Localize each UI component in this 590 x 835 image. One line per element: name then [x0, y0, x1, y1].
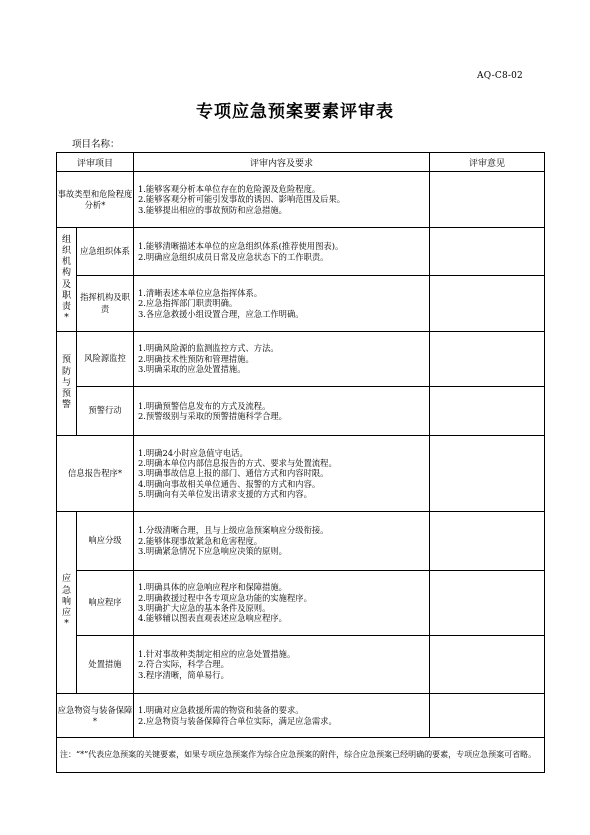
opinion-cell[interactable] [430, 636, 545, 694]
table-row [57, 276, 545, 332]
requirement-line: 3.明确扩大应急的基本条件及原则。 [138, 603, 271, 613]
requirement-line: 3.明确采取的应急处置措施。 [138, 364, 246, 375]
page-title: 专项应急预案要素评审表 [196, 102, 394, 122]
requirement-line: 3.明确事故信息上报的部门、通信方式和内容时限。 [138, 468, 329, 479]
opinion-cell[interactable] [430, 172, 545, 228]
table-row [57, 738, 545, 773]
requirement-line: 2.预警级别与采取的预警措施科学合理。 [138, 411, 287, 421]
table-row [57, 332, 545, 387]
requirements-cell [134, 512, 430, 571]
requirements-cell [134, 228, 430, 276]
opinion-cell[interactable] [430, 512, 545, 571]
section-label: 事故类型和危险程度分析* [57, 172, 134, 228]
document-code: AQ-C8-02 [477, 71, 523, 81]
requirement-line: 3.明确紧急情况下应急响应决策的原则。 [138, 546, 287, 557]
subsection-label: 响应程序 [77, 571, 134, 636]
section-label: 信息报告程序* [57, 436, 134, 512]
section-label: 应急响应* [57, 512, 77, 694]
table-row [57, 571, 545, 636]
requirement-line: 1.明确风险源的监测监控方式、方法。 [138, 343, 279, 354]
table-row [57, 436, 545, 512]
requirement-line: 2.能够体现事故紧急和危害程度。 [138, 535, 263, 546]
requirement-line: 3.能够提出相应的事故预防和应急措施。 [138, 204, 287, 215]
requirement-line: 1.清晰表述本单位应急指挥体系。 [138, 287, 263, 298]
requirement-line: 4.明确向事故相关单位通告、报警的方式和内容。 [138, 478, 321, 489]
header-opinion: 评审意见 [430, 153, 545, 172]
opinion-cell[interactable] [430, 276, 545, 332]
requirement-line: 1.明确对应急救援所需的物资和装备的要求。 [138, 705, 304, 716]
subsection-label: 指挥机构及职责 [77, 276, 134, 332]
requirement-line: 3.各应急救援小组设置合理，应急工作明确。 [138, 308, 304, 319]
requirements-cell [134, 276, 430, 332]
requirement-line: 2.应急指挥部门职责明确。 [138, 298, 238, 309]
requirements-cell [134, 571, 430, 636]
requirement-line: 1.明确预警信息发布的方式及流程。 [138, 400, 271, 411]
section-label: 组织机构及职责* [57, 228, 77, 332]
subsection-label: 响应分级 [77, 512, 134, 571]
requirements-cell [134, 172, 430, 228]
requirements-cell [134, 694, 430, 738]
header-item: 评审项目 [57, 153, 134, 172]
opinion-cell[interactable] [430, 332, 545, 387]
table-row [57, 228, 545, 276]
requirement-line: 1.能够清晰描述本单位的应急组织体系(推荐使用图表)。 [138, 241, 344, 252]
table-row [57, 512, 545, 571]
requirement-line: 2.能够客观分析可能引发事故的诱因、影响范围及后果。 [138, 194, 346, 205]
subsection-label: 处置措施 [77, 636, 134, 694]
table-row [57, 694, 545, 738]
requirements-cell [134, 436, 430, 512]
requirements-cell [134, 636, 430, 694]
requirement-line: 3.程序清晰，简单易行。 [138, 669, 229, 680]
requirement-line: 4.能够辅以图表直观表述应急响应程序。 [138, 613, 287, 624]
section-label: 预防与预警 [57, 332, 77, 436]
subsection-label: 风险源监控 [77, 332, 134, 387]
subsection-label: 预警行动 [77, 387, 134, 436]
opinion-cell[interactable] [430, 571, 545, 636]
table-row [57, 172, 545, 228]
table-row [57, 636, 545, 694]
opinion-cell[interactable] [430, 694, 545, 738]
project-name-label: 项目名称： [72, 139, 120, 150]
requirement-line: 2.明确救援过程中各专项应急功能的实施程序。 [138, 592, 312, 603]
review-table [56, 152, 545, 773]
subsection-label: 应急组织体系 [77, 228, 134, 276]
section-label: 应急物资与装备保障* [57, 694, 134, 738]
header-content: 评审内容及要求 [134, 153, 430, 172]
table-row [57, 387, 545, 436]
opinion-cell[interactable] [430, 228, 545, 276]
requirement-line: 1.能够客观分析本单位存在的危险源及危险程度。 [138, 183, 321, 194]
requirement-line: 1.针对事故种类制定相应的应急处置措施。 [138, 648, 296, 659]
requirement-line: 1.分级清晰合理，且与上级应急预案响应分级衔接。 [138, 525, 329, 536]
requirement-line: 1.明确具体的应急响应程序和保障措施。 [138, 582, 287, 593]
requirement-line: 2.明确本单位内部信息报告的方式、要求与处置流程。 [138, 457, 337, 468]
footnote: 注：“*”代表应急预案的关键要素，如果专项应急预案作为综合应急预案的附件，综合应急预案已经明确的要素，专项应急预案可省略。 [57, 738, 545, 773]
opinion-cell[interactable] [430, 387, 545, 436]
requirement-line: 2.明确应急组织成员日常及应急状态下的工作职责。 [138, 251, 329, 262]
requirement-line: 2.应急物资与装备保障符合单位实际，满足应急需求。 [138, 715, 337, 726]
table-header-row [57, 153, 545, 172]
requirement-line: 2.明确技术性预防和管理措施。 [138, 353, 254, 364]
requirements-cell [134, 387, 430, 436]
opinion-cell[interactable] [430, 436, 545, 512]
requirement-line: 2.符合实际，科学合理。 [138, 659, 229, 670]
requirement-line: 5.明确向有关单位发出请求支援的方式和内容。 [138, 489, 312, 500]
requirement-line: 1.明确24小时应急值守电话。 [138, 447, 248, 458]
requirements-cell [134, 332, 430, 387]
